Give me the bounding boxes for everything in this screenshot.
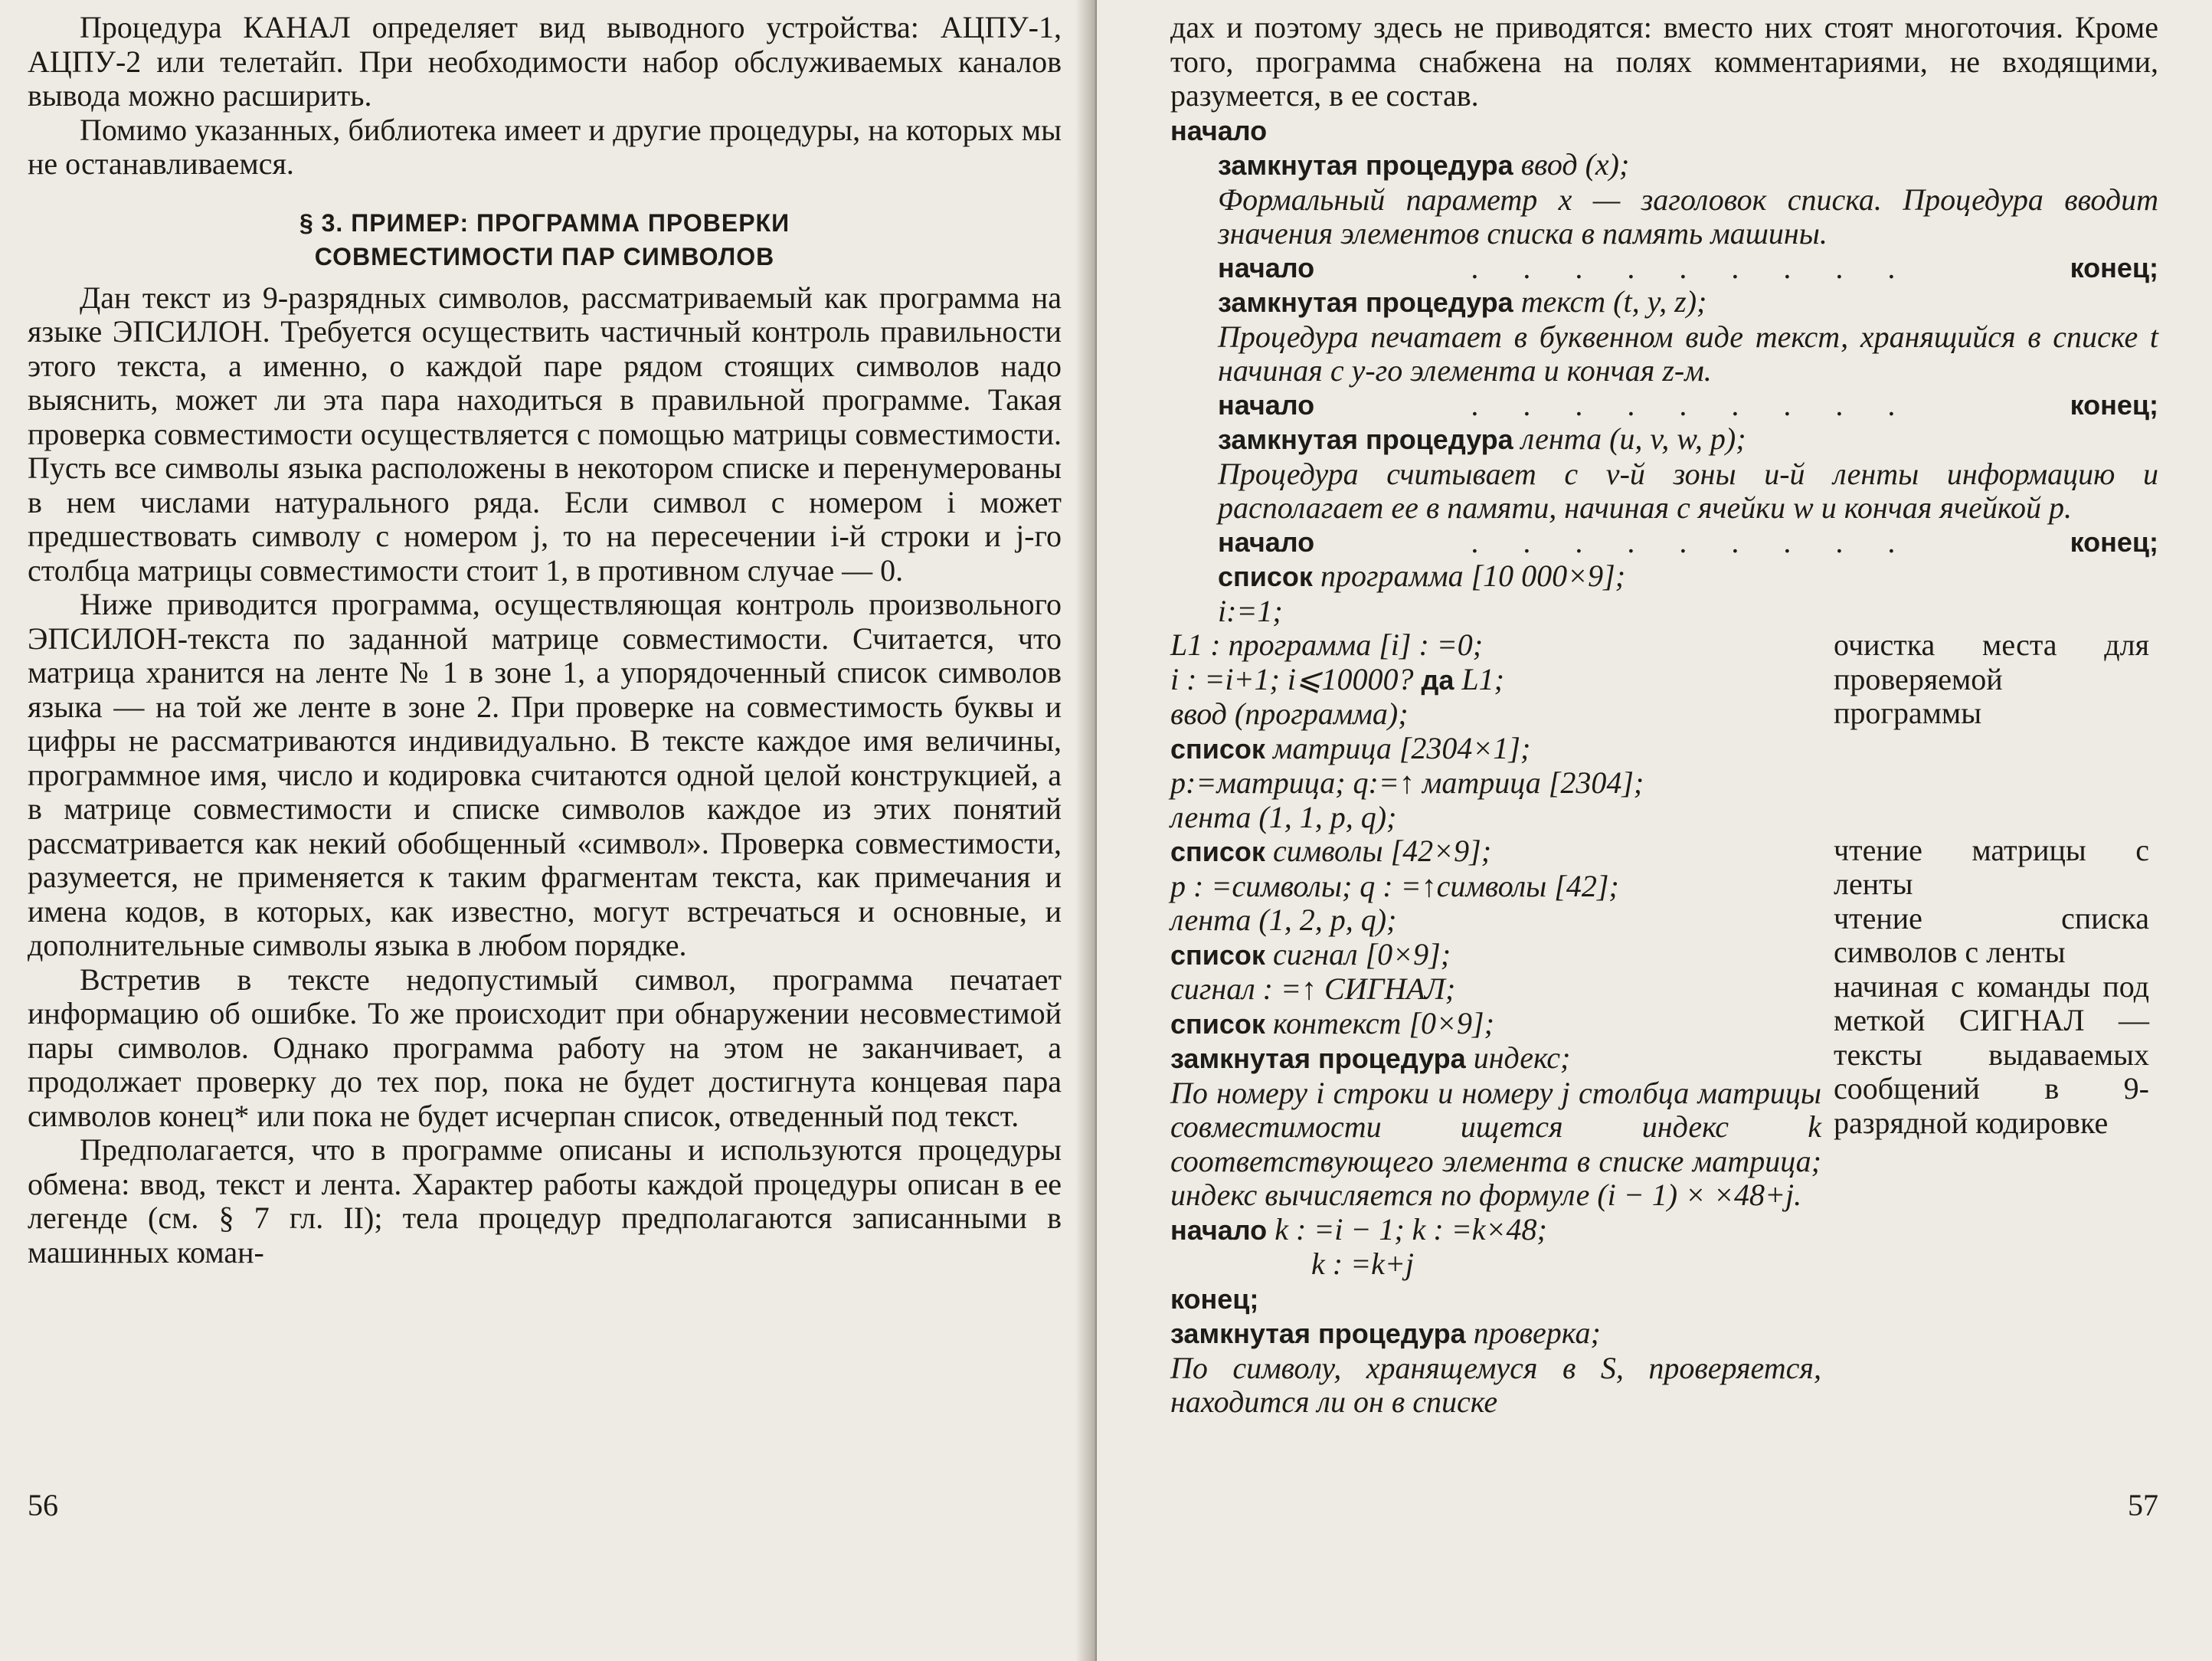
code-line (1170, 938, 1821, 973)
keyword: замкнутая процедура (1218, 424, 1513, 455)
code-line (1170, 1316, 1821, 1351)
code-text: лента (1, 2, p, q); (1170, 903, 1397, 937)
keyword: конец; (1170, 1283, 1259, 1315)
paragraph: Ниже приводится программа, осуществляющая контроль произвольного ЭПСИЛОН-текста по заданной матрице совместимости. Считается, что матрица хранится на ленте № 1 в зоне 1, а упорядоченный список символов языка — на той же ленте в зоне 2. При проверке на совместимость буквы и цифры не рассматриваются индивидуально. В тексте каждое имя величины, программное имя, число и кодировка считаются одной целой конструкцией, а в матрице совместимости и списке символов каждое из этих понятий рассматривается как некий обобщенный «символ». Проверка совместимости, разумеется, не применяется к таким фрагментам текста, как примечания и имена кодов, в которых, как известно, могут встречаться и основные, и дополнительные символы языка в любом порядке. (28, 587, 1062, 962)
ellipsis: . . . . . . . . . (1471, 524, 1914, 559)
code-line (1170, 388, 2158, 423)
code-line (1170, 1213, 1821, 1248)
right-page (1097, 0, 2212, 1661)
left-page (0, 0, 1095, 1661)
code-with-comments (1170, 628, 2158, 1420)
code-line (1170, 697, 1821, 732)
keyword: начало (1170, 114, 1268, 146)
margin-comments (1821, 628, 2149, 1420)
keyword: список (1170, 939, 1265, 971)
code-line (1170, 113, 2158, 149)
keyword: да (1421, 663, 1454, 696)
keyword: список (1170, 732, 1265, 765)
code-text: p : =символы; q : =↑символы [42]; (1170, 868, 1619, 903)
code-line (1170, 251, 2158, 286)
procedure-description: По номеру i строки и номеру j столбца матрицы совместимости ищется индекс k соответствующего элемента в списке матрица; индекс вычисляется по формуле (i − 1) × ×48+j. (1170, 1075, 1821, 1212)
code-line (1170, 559, 2158, 595)
procedure-signature: ввод (x); (1520, 147, 1630, 182)
paragraph: Дан текст из 9-разрядных символов, рассматриваемый как программа на языке ЭПСИЛОН. Требуется осуществить частичный контроль правильности этого текста, а именно, о каждой паре рядом стоящих символов надо выяснить, может ли эта пара находиться в правильной программе. Такая проверка совместимости осуществляется с помощью матрицы совместимости. Пусть все символы языка расположены в некотором списке и перенумерованы в нем числами натурального ряда. Если символ с номером i может предшествовать символу с номером j, то на пересечении i-й строки и j-го столбца матрицы совместимости стоит 1, в противном случае — 0. (28, 280, 1062, 588)
keyword: замкнутая процедура (1170, 1043, 1466, 1074)
code-line (1170, 801, 1821, 835)
code-column (1170, 628, 1821, 1420)
paragraph: Процедура КАНАЛ определяет вид выводного устройства: АЦПУ-1, АЦПУ-2 или телетайп. При необходимости набор обслуживаемых каналов вывода можно расширить. (28, 10, 1062, 113)
paragraph: Встретив в тексте недопустимый символ, программа печатает информацию об ошибке. То же происходит при обнаружении несовместимой пары символов. Однако программа работу на этом не заканчивает, а продолжает проверку до тех пор, пока не будет достигнута концевая пара символов конец* или пока не будет исчерпан список, отведенный под текст. (28, 962, 1062, 1133)
code-text: L1; (1461, 661, 1504, 696)
code-line (1170, 1041, 1821, 1076)
procedure-description: Формальный параметр x — заголовок списка. Процедура вводит значения элементов списка в память машины. (1218, 182, 2158, 251)
program-listing (1170, 113, 2158, 1420)
procedure-signature: текст (t, y, z); (1520, 284, 1707, 319)
code-text: p:=матрица; q:=↑ матрица [2304]; (1170, 765, 1644, 800)
code-line (1170, 628, 1821, 663)
keyword: конец; (2070, 251, 2158, 283)
keyword: начало (1218, 526, 1315, 558)
keyword: начало (1170, 1214, 1268, 1246)
code-line (1170, 903, 1821, 938)
code-line (1170, 285, 2158, 320)
code-text: i:=1; (1218, 593, 1283, 628)
code-line (1170, 972, 1821, 1007)
keyword: конец; (2070, 526, 2158, 558)
code-text: сигнал [0×9]; (1272, 936, 1451, 971)
keyword: замкнутая процедура (1218, 287, 1513, 318)
code-line (1170, 595, 2158, 629)
keyword: конец; (2070, 388, 2158, 421)
keyword: список (1170, 1007, 1265, 1040)
procedure-description: По символу, хранящемуся в S, проверяется, находится ли он в списке (1170, 1350, 1821, 1419)
page-number: 57 (2128, 1488, 2158, 1522)
code-text: матрица [2304×1]; (1272, 730, 1531, 765)
code-text: программа [10 000×9]; (1320, 559, 1626, 593)
code-line (1170, 766, 1821, 801)
keyword: список (1218, 561, 1313, 592)
code-text: k : =i − 1; k : =k×48; (1275, 1211, 1547, 1247)
keyword: список (1170, 836, 1265, 867)
ellipsis: . . . . . . . . . (1471, 250, 1914, 285)
code-text: символы [42×9]; (1272, 834, 1492, 868)
procedure-description: Процедура считывает с v-й зоны u-й ленты информацию и располагает ее в памяти, начиная с ячейки w и кончая ячейкой p. (1218, 456, 2158, 525)
code-line (1170, 834, 1821, 870)
code-text: ввод (программа); (1170, 696, 1409, 731)
intro-paragraph: дах и поэтому здесь не приводятся: вместо них стоят многоточия. Кроме того, программа снабжена на полях комментариями, не входящими, разумеется, в ее состав. (1170, 10, 2158, 113)
keyword: начало (1218, 388, 1315, 421)
label: L1 : (1170, 627, 1221, 662)
code-line (1170, 870, 1821, 904)
section-heading (28, 206, 1062, 274)
code-text: контекст [0×9]; (1272, 1005, 1494, 1040)
code-line (1170, 526, 2158, 560)
code-line (1170, 732, 1821, 767)
code-text: k : =k+j (1311, 1247, 1414, 1281)
code-line (1170, 422, 2158, 457)
paragraph: Помимо указанных, библиотека имеет и другие процедуры, на которых мы не останавливаемся. (28, 112, 1062, 181)
code-text: сигнал : =↑ СИГНАЛ; (1170, 971, 1456, 1006)
procedure-signature: лента (u, v, w, p); (1520, 421, 1746, 456)
code-line (1170, 1282, 1821, 1317)
code-text: программа [i] : =0; (1228, 627, 1484, 662)
section-heading-line: СОВМЕСТИМОСТИ ПАР СИМВОЛОВ (314, 242, 775, 270)
code-line (1170, 1247, 1821, 1282)
code-line (1170, 148, 2158, 183)
margin-comment: чтение матрицы с ленты (1834, 832, 2149, 901)
keyword: замкнутая процедура (1170, 1318, 1466, 1349)
code-line (1170, 663, 1821, 698)
procedure-description: Процедура печатает в буквенном виде текст, хранящийся в списке t начиная с y-го элемента и кончая z-м. (1218, 319, 2158, 388)
code-text: лента (1, 1, p, q); (1170, 799, 1397, 834)
page-number: 56 (28, 1488, 58, 1522)
keyword: замкнутая процедура (1218, 149, 1513, 181)
section-heading-line: § 3. ПРИМЕР: ПРОГРАММА ПРОВЕРКИ (299, 208, 790, 237)
paragraph: Предполагается, что в программе описаны и используются процедуры обмена: ввод, текст и лента. Характер работы каждой процедуры описан в ее легенде (см. § 7 гл. II); тела процедур предполагаются записанными в машинных коман- (28, 1132, 1062, 1270)
margin-comment: чтение списка символов с ленты (1834, 900, 2149, 969)
margin-comment: очистка места для проверяемой программы (1834, 627, 2149, 730)
code-line (1170, 1007, 1821, 1042)
ellipsis: . . . . . . . . . (1471, 387, 1914, 422)
margin-comment: начиная с команды под меткой СИГНАЛ — тексты выдаваемых сообщений в 9-разрядной кодировке (1834, 968, 2149, 1140)
code-text: i : =i+1; i⩽10000? (1170, 661, 1414, 696)
keyword: начало (1218, 251, 1315, 283)
procedure-signature: проверка; (1473, 1315, 1601, 1350)
procedure-signature: индекс; (1473, 1040, 1571, 1075)
